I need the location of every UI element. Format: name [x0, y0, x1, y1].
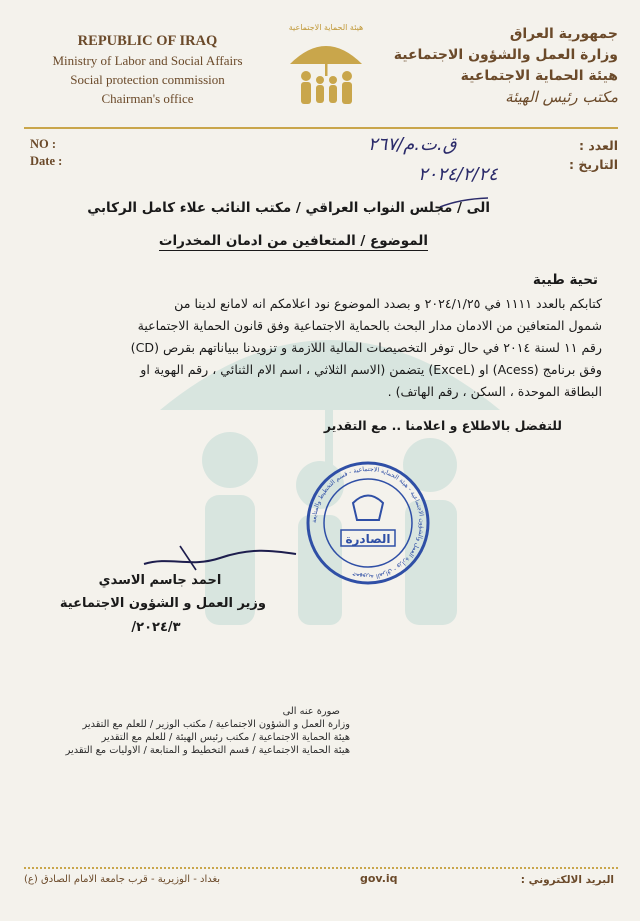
paragraph-line: وفق برنامج (Acess) او (ExceL) يتضمن (الاسم الثلاثي ، اسم الام الثنائي ، رقم الهوية او: [140, 362, 602, 377]
stamp-ring-text: جمهورية العراق - وزارة العمل والشؤون الاجتماعية - هيئة الحماية الاجتماعية - قسم التخطيط والمتابعة: [310, 465, 426, 581]
addressee-line: الى / مجلس النواب العراقي / مكتب النائب علاء كامل الركابي: [87, 200, 490, 216]
signature-scribble-icon: [140, 536, 300, 576]
handwritten-date: ٢٠٢٤/٢/٢٤: [418, 164, 498, 185]
ar-date-label: التاريخ :: [568, 157, 618, 172]
address-line: بغداد - الوزيرية - قرب جامعة الامام الصادق (ع): [24, 874, 221, 885]
header-divider: [24, 127, 618, 129]
header-ar-line: جمهورية العراق: [509, 26, 618, 42]
subject-line: الموضوع / المتعافين من ادمان المخدرات: [158, 233, 428, 249]
logo-text: هيئة الحماية الاجتماعية: [288, 23, 364, 32]
handwritten-number: ق.ت.م/٢٦٧: [368, 134, 457, 155]
number-label: NO :: [30, 137, 57, 151]
greeting: تحية طيبة: [532, 272, 598, 288]
signatory-name: احمد جاسم الاسدي: [98, 573, 222, 588]
header-en-line: REPUBLIC OF IRAQ: [77, 33, 218, 49]
arabic-header: [393, 24, 618, 108]
paragraph-line: رقم ١١ لسنة ٢٠١٤ في حال توفر التخصيصات المالية اللازمة و تزويدنا ببياناتهم بقرص (CD): [130, 340, 602, 355]
stamp-word: الصادرة: [345, 532, 391, 546]
cc-heading: صورة عنه الى: [282, 706, 340, 717]
commission-logo: [278, 18, 374, 118]
paragraph-line: البطاقة الموحدة ، السكن ، رقم الهاتف) .: [387, 384, 602, 399]
header-en-line: Ministry of Labor and Social Affairs: [52, 53, 243, 68]
svg-text:جمهورية العراق - وزارة العمل و: [311, 466, 425, 580]
header-en-line: Social protection commission: [70, 72, 225, 87]
ar-number-label: العدد :: [578, 138, 618, 153]
header-en-line: Chairman's office: [101, 91, 194, 106]
official-stamp-icon: [303, 458, 433, 588]
handwritten-tick-icon: [438, 196, 490, 210]
signature-date: ٢٠٢٤/٣/: [131, 620, 181, 635]
closing-line: للتفضل بالاطلاع و اعلامنا .. مع التقدير: [323, 418, 562, 433]
paragraph-line: شمول المتعافين من الادمان مدار البحث بالحماية الاجتماعية وفق قانون الحماية الاجتماعية: [137, 318, 602, 333]
cc-line: وزارة العمل و الشؤون الاجتماعية / مكتب الوزير / للعلم مع التقدير: [82, 719, 350, 730]
signatory-title: وزير العمل و الشؤون الاجتماعية: [59, 596, 266, 611]
cc-line: هيئة الحماية الاجتماعية / قسم التخطيط و المتابعة / الاوليات مع التقدير: [65, 745, 350, 756]
date-label: Date :: [30, 154, 63, 168]
cc-line: هيئة الحماية الاجتماعية / مكتب رئيس الهيئة / للعلم مع التقدير: [101, 732, 350, 743]
english-header: [40, 32, 255, 108]
umbrella-family-icon: [278, 18, 374, 118]
footer-divider: [24, 867, 618, 869]
email-domain: gov.iq: [360, 872, 398, 885]
header-ar-line: مكتب رئيس الهيئة: [505, 88, 618, 106]
email-label: البريد الالكتروني :: [520, 874, 614, 886]
header-ar-line: هيئة الحماية الاجتماعية: [460, 68, 618, 84]
paragraph-line: كتابكم بالعدد ١١١١ في ٢٠٢٤/١/٢٥ و بصدد الموضوع نود اعلامكم انه لامانع لدينا من: [174, 296, 602, 311]
header-ar-line: وزارة العمل والشؤون الاجتماعية: [393, 47, 618, 63]
